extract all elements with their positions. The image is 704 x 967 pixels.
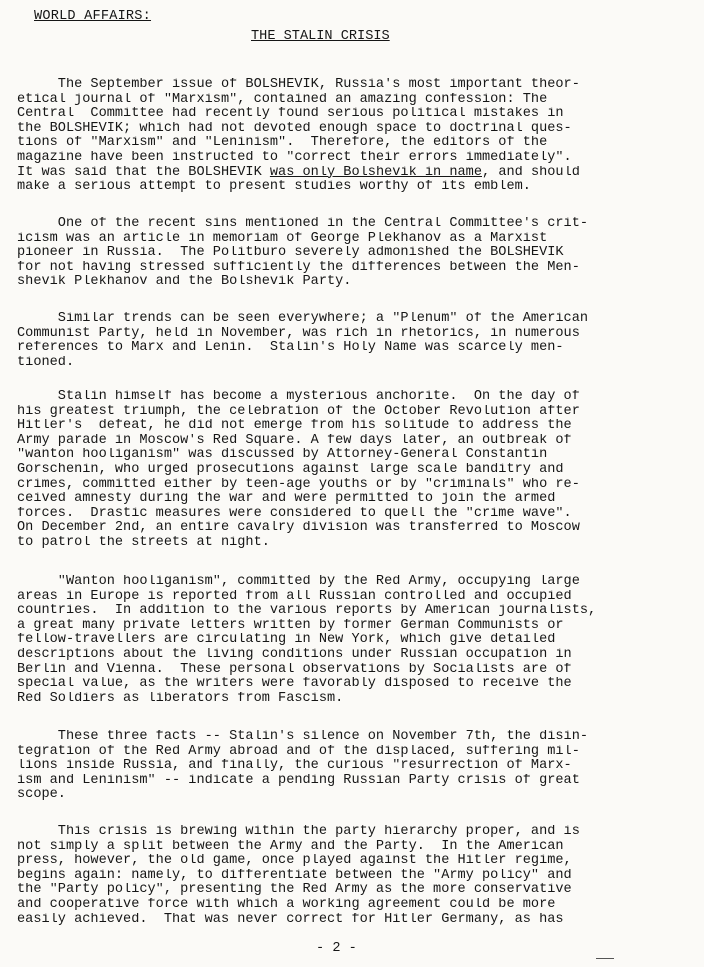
text-line: Hitler's defeat, he did not emerge from his solitude to address the	[17, 419, 572, 434]
text-line: shevik Plekhanov and the Bolshevik Party.	[17, 275, 352, 290]
text-line: One of the recent sins mentioned in the Central Committee's crit-	[17, 217, 589, 231]
text-line: tioned.	[17, 355, 75, 370]
text-line: scope.	[17, 788, 66, 803]
text-line: begins again: namely, to differentiate between the "Army policy" and	[17, 868, 572, 883]
text-line: icism was an article in memoriam of George Plekhanov as a Marxist	[17, 231, 548, 246]
text-line: the "Party policy", presenting the Red Army as the more conservative	[17, 883, 572, 898]
paragraph-3	[17, 312, 689, 370]
paragraph-6	[17, 730, 689, 803]
page-number: - 2 -	[316, 941, 357, 956]
text-line: not simply a split between the Army and the Party. In the American	[17, 839, 564, 854]
text-line: make a serious attempt to present studies worthy of its emblem.	[17, 180, 531, 195]
text-line: the BOLSHEVIK; which had not devoted enough space to doctrinal ques-	[17, 121, 572, 136]
text-line: Gorschenin, who urged prosecutions against large scale banditry and	[17, 462, 564, 477]
text-line: his greatest triumph, the celebration of the October Revolution after	[17, 404, 580, 419]
text-line: ism and Leninism" -- indicate a pending Russian Party crisis of great	[17, 773, 580, 788]
section-label: WORLD AFFAIRS:	[34, 9, 152, 24]
text-line: magazine have been instructed to "correct their errors immediately".	[17, 150, 572, 165]
text-line: descriptions about the living conditions under Russian occupation in	[17, 647, 572, 662]
paragraph-7	[17, 825, 689, 927]
text-line: Similar trends can be seen everywhere; a "Plenum" of the American	[17, 312, 589, 326]
text-line: references to Marx and Lenin. Stalin's Holy Name was scarcely men-	[17, 341, 564, 356]
text-line: ceived amnesty during the war and were permitted to join the armed	[17, 492, 556, 507]
text-line: These three facts -- Stalin's silence on November 7th, the disin-	[17, 730, 589, 744]
text-line: This crisis is brewing within the party hierarchy proper, and is	[17, 825, 580, 839]
text-line: pioneer in Russia. The Politburo severely admonished the BOLSHEVIK	[17, 246, 564, 261]
document-title: THE STALIN CRISIS	[251, 29, 390, 44]
text-line: tegration of the Red Army abroad and of the displaced, suffering mil-	[17, 744, 580, 759]
text-line-with-underline	[17, 166, 689, 181]
paragraph-2	[17, 217, 689, 290]
text-line: areas in Europe is reported from all Russian controlled and occupied	[17, 589, 572, 604]
text-line: On December 2nd, an entire cavalry division was transferred to Moscow	[17, 521, 580, 536]
text-line: lions inside Russia, and finally, the curious "resurrection of Marx-	[17, 759, 572, 774]
text-segment: , and should	[482, 165, 580, 180]
text-line: tions of "Marxism" and "Leninism". Therefore, the editors of the	[17, 136, 548, 151]
text-line: Stalin himself has become a mysterious anchorite. On the day of	[17, 390, 580, 404]
paragraph-4	[17, 390, 689, 551]
text-line: "Wanton hooliganism", committed by the Red Army, occupying large	[17, 575, 580, 589]
paragraph-5	[17, 575, 689, 706]
text-line: a great many private letters written by former German Communists or	[17, 618, 564, 633]
text-line: special value, as the writers were favorably disposed to receive the	[17, 677, 572, 692]
text-line: press, however, the old game, once played against the Hitler regime,	[17, 854, 572, 869]
text-line: Central Committee had recently found serious political mistakes in	[17, 107, 564, 122]
text-line: for not having stressed sufficiently the differences between the Men-	[17, 260, 580, 275]
underlined-phrase: was only Bolshevik in name	[269, 165, 482, 180]
text-line: and cooperative force with which a working agreement could be more	[17, 897, 556, 912]
text-line: forces. Drastic measures were considered to quell the "crime wave".	[17, 506, 572, 521]
text-line: fellow-travellers are circulating in New York, which give detailed	[17, 633, 556, 648]
text-line: Army parade in Moscow's Red Square. A few days later, an outbreak of	[17, 433, 572, 448]
text-line: Berlin and Vienna. These personal observations by Socialists are of	[17, 662, 572, 677]
text-line: easily achieved. That was never correct for Hitler Germany, as has	[17, 912, 564, 927]
text-line: The September issue of BOLSHEVIK, Russia's most important theor-	[17, 78, 580, 92]
text-line: countries. In addition to the various reports by American journalists,	[17, 604, 597, 619]
text-line: to patrol the streets at night.	[17, 535, 270, 550]
paragraph-1	[17, 78, 689, 195]
page-mark	[596, 958, 614, 959]
text-line: Communist Party, held in November, was rich in rhetorics, in numerous	[17, 326, 580, 341]
text-line: Red Soldiers as liberators from Fascism.	[17, 691, 344, 706]
text-line: "wanton hooliganism" was discussed by Attorney-General Constantin	[17, 448, 548, 463]
text-segment: It was said that the BOLSHEVIK	[17, 165, 270, 180]
text-line: crimes, committed either by teen-age youths or by "criminals" who re-	[17, 477, 580, 492]
text-line: etical journal of "Marxism", contained an amazing confession: The	[17, 92, 548, 107]
